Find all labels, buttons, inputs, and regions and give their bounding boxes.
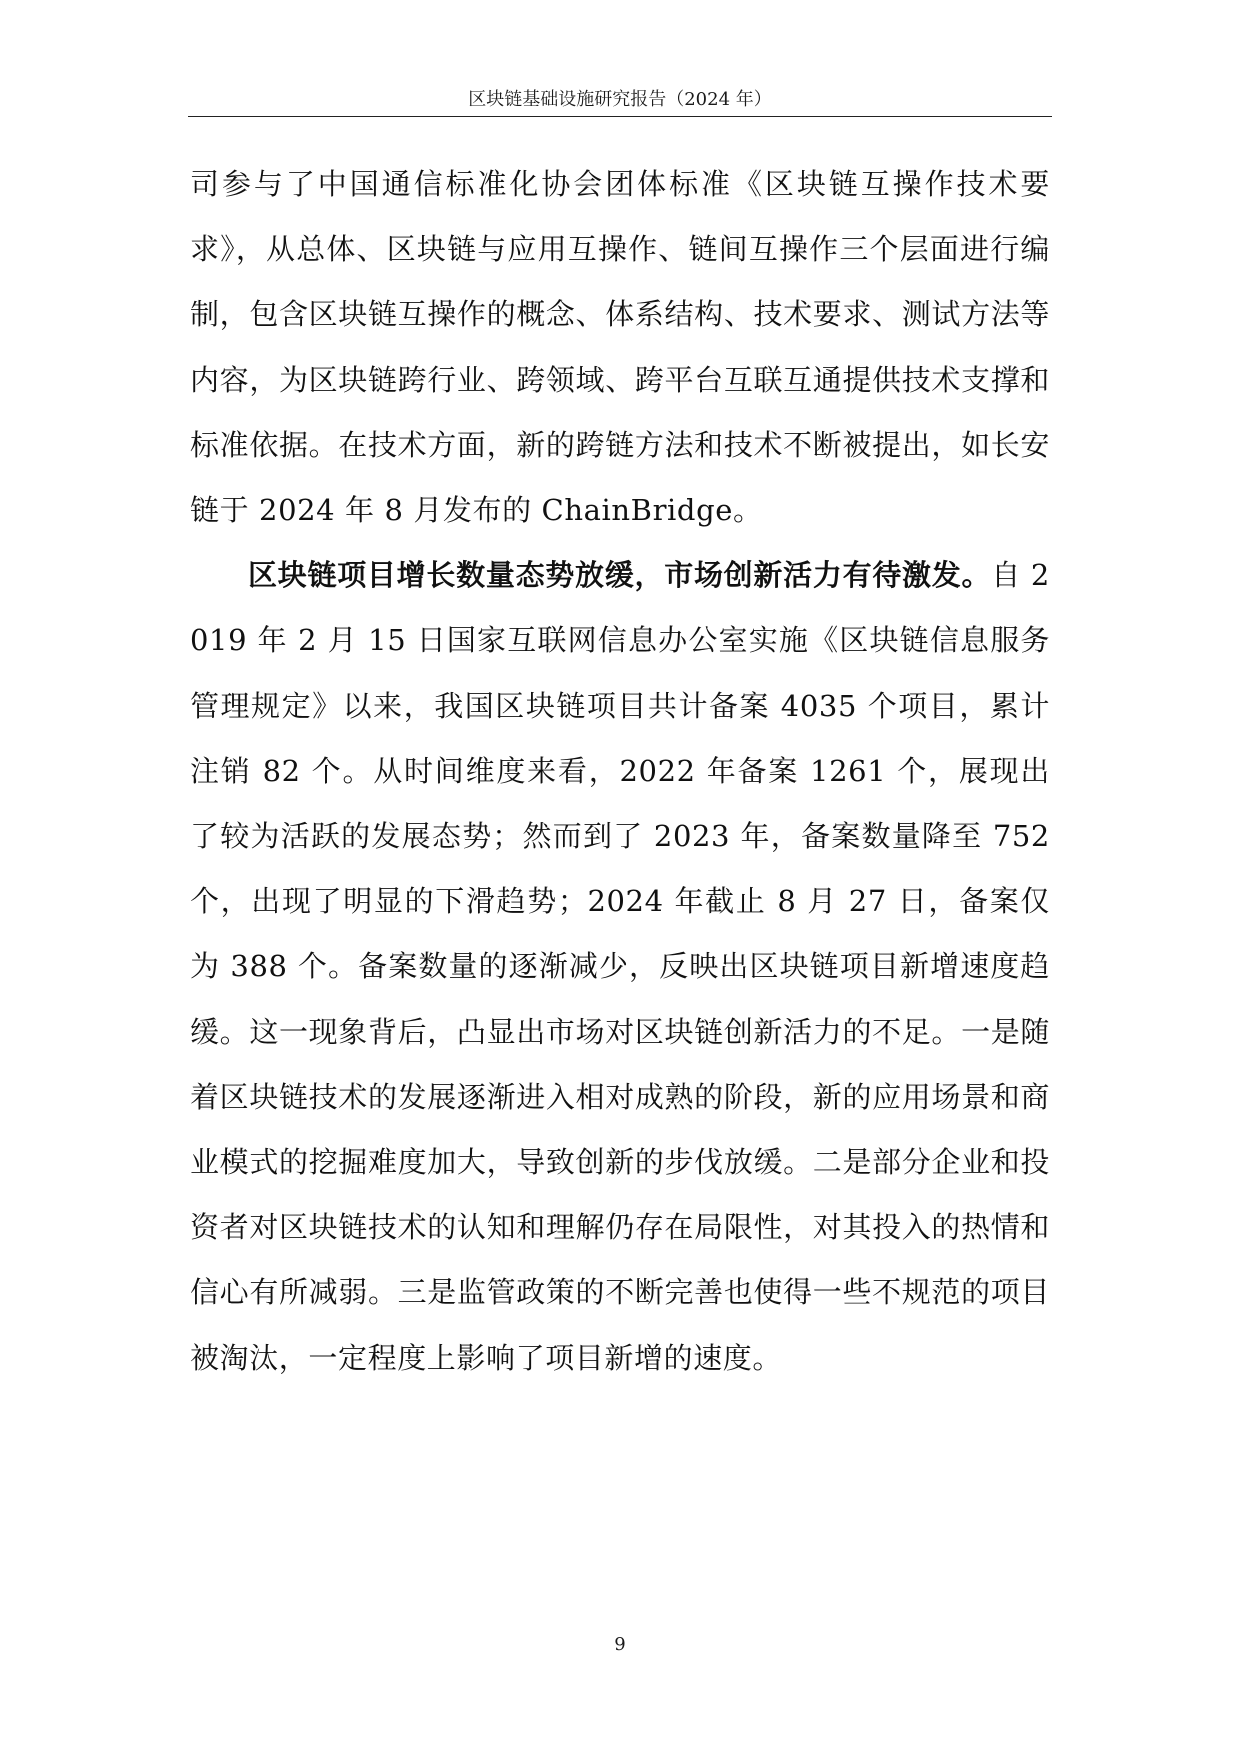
page-number: 9 [614, 1634, 626, 1655]
running-header [188, 84, 1052, 117]
running-header-title: 区块链基础设施研究报告（2024 年） [468, 89, 772, 110]
paragraph-interoperability-standard [190, 152, 1050, 543]
paragraph-text: 司参与了中国通信标准化协会团体标准《区块链互操作技术要求》，从总体、区块链与应用互操作、链间互操作三个层面进行编制，包含区块链互操作的概念、体系结构、技术要求、测试方法等内容，为区块链跨行业、跨领域、跨平台互联互通提供技术支撑和标准依据。在技术方面，新的跨链方法和技术不断被提出，如长安链于 2024 年 8 月发布的 ChainBridge。 [190, 167, 1050, 528]
paragraph-text: 自 2019 年 2 月 15 日国家互联网信息办公室实施《区块链信息服务管理规定》以来，我国区块链项目共计备案 4035 个项目，累计注销 82 个。从时间维度来看，2022 年备案 1261 个，展现出了较为活跃的发展态势；然而到了 2023 年，备案数量降至 752 个，出现了明显的下滑趋势；2024 年截止 8 月 27 日，备案仅为 388 个。备案数量的逐渐减少，反映出区块链项目新增速度趋缓。这一现象背后，凸显出市场对区块链创新活力的不足。一是随着区块链技术的发展逐渐进入相对成熟的阶段，新的应用场景和商业模式的挖掘难度加大，导致创新的步伐放缓。二是部分企业和投资者对区块链技术的认知和理解仍存在局限性，对其投入的热情和信心有所减弱。三是监管政策的不断完善也使得一些不规范的项目被淘汰，一定程度上影响了项目新增的速度。 [190, 558, 1050, 1375]
paragraph-lead-heading: 区块链项目增长数量态势放缓，市场创新活力有待激发。 [248, 558, 992, 593]
body-text [190, 152, 1050, 1391]
paragraph-project-growth [190, 543, 1050, 1391]
